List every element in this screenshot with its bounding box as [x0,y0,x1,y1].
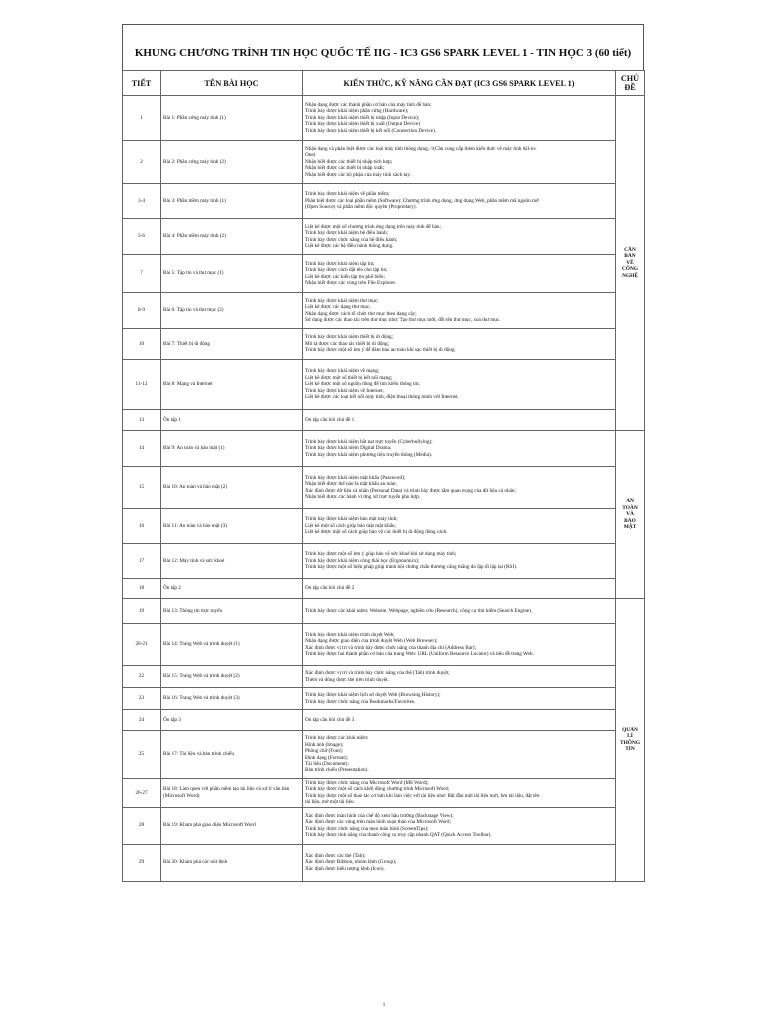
header-kien-thuc: KIẾN THỨC, KỸ NĂNG CẦN ĐẠT (IC3 GS6 SPARK LEVEL 1) [303,71,616,96]
cell-chu-de: CĂN BẢN VỀ CÔNG NGHỆ [616,96,645,431]
kien-thuc-line: Trình bày được khái niệm phương tiện truyền thông (Media). [305,451,433,458]
kien-thuc-line: Mô tả được các thao tác thiết bị di động; [305,340,390,347]
kien-thuc-line: Ôn tập câu hỏi chủ đề 1 [305,416,355,423]
cell-kien-thuc [303,255,616,293]
table-row [123,710,645,731]
cell-kien-thuc [303,329,616,360]
kien-thuc-line: Trình bày được tính năng của thanh công cụ truy cập nhanh QAT (Quick Access Toolbar). [305,832,492,839]
table-row [123,807,645,844]
header-chu-de: CHỦ ĐỀ [616,71,645,96]
table-row [123,360,645,410]
kien-thuc-line: Trình bày được chức năng của Microsoft Word (MS Word); [305,780,429,786]
table-row [123,509,645,544]
kien-thuc-line: Xác định được dữ liệu cá nhân (Personal Data) và trình bày được tầm quan trọng của dữ liệu cá nhân; [305,487,516,494]
kien-thuc-line: Nhận dạng được cách tổ chức thư mục theo dạng cây; [305,310,417,317]
cell-kien-thuc [303,184,616,219]
cell-ten-bai: Bài 9: An toàn và bảo mật (1) [161,431,303,467]
page-number: 1 [382,1003,386,1008]
header-tiet: TIẾT [123,71,161,96]
cell-kien-thuc [303,431,616,467]
kien-thuc-line: Trình bày được khái niệm về mạng; [305,368,380,375]
cell-tiet: 7 [123,255,161,293]
cell-ten-bai: Bài 3: Phần mềm máy tính (1) [161,184,303,219]
cell-tiet: 22 [123,666,161,688]
kien-thuc-line: Nhận biết được các thiết bị nhập xuất; [305,165,385,172]
kien-thuc-line: Trình bày được chức năng của hệ điều hành; [305,236,398,243]
kien-thuc-line: Sử dụng được các thao tác trên thư mục như: Tạo thư mục mới, đổi tên thư mục, xoá thư mục. [305,316,501,323]
cell-kien-thuc [303,599,616,624]
kien-thuc-line: Nhận dạng được các thành phần cơ bản của máy tính để bàn; [305,101,432,108]
cell-kien-thuc [303,624,616,666]
kien-thuc-line: Trình bày được khái niệm thiết bị nhập (Input Device); [305,114,420,121]
cell-ten-bai: Ôn tập 2 [161,579,303,599]
cell-kien-thuc [303,666,616,688]
cell-ten-bai: Bài 12: Máy tính và sức khoẻ [161,544,303,579]
cell-ten-bai: Bài 19: Khám phá giao diện Microsoft Word [161,807,303,844]
kien-thuc-line: Định dạng (Format); [305,754,348,761]
cell-ten-bai: Bài 13: Thông tin trực tuyến [161,599,303,624]
table-row [123,688,645,710]
kien-thuc-line: Trình bày được khái niệm bảo mật máy tính; [305,516,398,523]
kien-thuc-line: Trình bày được khái niệm thiết bị kết nối (Connection Device). [305,127,437,134]
kien-thuc-line: Liệt kê được các dạng thư mục; [305,304,371,311]
kien-thuc-line: Trình bày được khái niệm lịch sử duyệt Web (Browsing History); [305,692,441,699]
cell-tiet: 28 [123,807,161,844]
kien-thuc-line: Trình bày được các khái niệm: [305,735,369,742]
header-ten-bai: TÊN BÀI HỌC [161,71,303,96]
kien-thuc-line: Trình bày được khái niệm thiết bị di động; [305,334,394,341]
kien-thuc-line: Liệt kê được một số thiết bị kết nối mạng; [305,374,393,381]
kien-thuc-line: tài liệu, mở một tài liệu. [305,799,355,806]
cell-tiet: 18 [123,579,161,599]
cell-ten-bai: Bài 8: Mạng và Internet [161,360,303,410]
cell-chu-de: QUẢN LÍ THÔNG TIN [616,599,645,882]
table-row [123,141,645,184]
kien-thuc-line: Hình ảnh (Image); [305,741,344,748]
curriculum-table [122,70,645,882]
kien-thuc-line: One) [305,152,316,159]
cell-ten-bai: Ôn tập 1 [161,410,303,431]
kien-thuc-line: Xác định được các thẻ (Tab); [305,853,366,860]
table-row [123,731,645,779]
cell-kien-thuc [303,844,616,881]
kien-thuc-line: Trình bày được chức năng của Bookmarks/Favorites. [305,698,416,705]
kien-thuc-line: Liệt kê được các loại kết nối máy tính, điện thoại thông minh với Internet. [305,394,459,401]
kien-thuc-line: Trình bày được các khái niệm: Website, Webpage, nghiên cứu (Research), công cụ tìm kiếm (Search Engine). [305,607,533,614]
kien-thuc-line: Trình bày được khái niệm tập tin; [305,260,375,267]
cell-tiet: 5-6 [123,219,161,255]
cell-tiet: 29 [123,844,161,881]
table-row [123,624,645,666]
kien-thuc-line: Nhận biết được thế nào là mật khẩu an toàn; [305,481,397,488]
kien-thuc-line: Liệt kê được một số nguồn dùng để tìm kiếm thông tin; [305,381,420,388]
table-row [123,96,645,141]
cell-tiet: 26-27 [123,779,161,808]
kien-thuc-line: Trình bày được khái niệm hệ điều hành; [305,230,389,237]
table-row [123,544,645,579]
cell-tiet: 17 [123,544,161,579]
kien-thuc-line: Ôn tập câu hỏi chủ đề 3 [305,716,355,723]
kien-thuc-line: Trình bày được một số thao tác cơ bản khi làm việc với tài liệu như: Bắt đầu một tài liệu mới, lưu tài liệu, đặt tên [305,792,540,799]
kien-thuc-line: Liệt kê được một số cách giúp bảo vệ các thiết bị di động đúng cách. [305,529,448,536]
kien-thuc-line: Xác định được Ribbon, nhóm lệnh (Group); [305,859,397,866]
kien-thuc-line: Trình bày được một số biện pháp giúp tránh hội chứng chấn thương căng thẳng do lặp đi lặp lại (RSI). [305,564,518,571]
kien-thuc-line: Liệt kê được các hệ điều hành thông dụng. [305,242,394,249]
kien-thuc-line: Trình bày được khái niệm bắt nạt trực tuyến (Cyberbullying); [305,438,433,445]
cell-tiet: 3-4 [123,184,161,219]
kien-thuc-line: Bản trình chiếu (Presentation). [305,767,369,774]
kien-thuc-line: Trình bày được cách đặt tên cho tập tin; [305,267,388,274]
cell-ten-bai: Ôn tập 3 [161,710,303,731]
kien-thuc-line: Trình bày được một số cách khởi động chương trình Microsoft Word; [305,786,450,793]
kien-thuc-line: Xác định được vị trí và trình bày được chức năng của thanh địa chỉ (Address Bar); [305,644,476,651]
kien-thuc-line: Trình bày được khái niệm mật khẩu (Password); [305,474,406,481]
kien-thuc-line: Phông chữ (Font); [305,748,343,755]
cell-tiet: 25 [123,731,161,779]
cell-tiet: 19 [123,599,161,624]
table-row [123,579,645,599]
table-row [123,293,645,329]
cell-tiet: 14 [123,431,161,467]
kien-thuc-line: Xác định được biểu tượng lệnh (Icon). [305,865,385,872]
table-body [123,96,645,882]
cell-tiet: 10 [123,329,161,360]
kien-thuc-line: Liệt kê được các kiểu tập tin phổ biến; [305,273,385,280]
table-row [123,844,645,881]
cell-kien-thuc [303,688,616,710]
table-header-row [123,71,645,96]
kien-thuc-line: Trình bày được khái niệm công thái học (Ergonomics); [305,557,420,564]
cell-ten-bai: Bài 2: Phần cứng máy tính (2) [161,141,303,184]
kien-thuc-line: Thêm và đóng được thẻ trên trình duyệt. [305,676,389,683]
table-row [123,779,645,808]
cell-tiet: 23 [123,688,161,710]
cell-ten-bai: Bài 20: Khám phá các nút lệnh [161,844,303,881]
kien-thuc-line: Liệt kê được một số chương trình ứng dụng trên máy tính để bàn; [305,223,441,230]
cell-ten-bai: Bài 7: Thiết bị di động [161,329,303,360]
cell-tiet: 11-12 [123,360,161,410]
cell-ten-bai: Bài 14: Trang Web và trình duyệt (1) [161,624,303,666]
document-title: KHUNG CHƯƠNG TRÌNH TIN HỌC QUỐC TẾ IIG - IC3 GS6 SPARK LEVEL 1 - TIN HỌC 3 (60 tiết) [134,46,632,59]
kien-thuc-line: Nhận biết được các vùng trên File Explorer. [305,279,397,286]
cell-tiet: 1 [123,96,161,141]
cell-ten-bai: Bài 5: Tập tin và thư mục (1) [161,255,303,293]
cell-kien-thuc [303,579,616,599]
cell-tiet: 2 [123,141,161,184]
cell-kien-thuc [303,779,616,808]
kien-thuc-line: (Open Source) và phần mềm độc quyền (Proprietary). [305,204,417,211]
kien-thuc-line: Trình bày được khái niệm Digital Drama; [305,445,392,452]
table-row [123,184,645,219]
table-row [123,666,645,688]
cell-tiet: 13 [123,410,161,431]
cell-ten-bai: Bài 4: Phần mềm máy tính (2) [161,219,303,255]
table-row [123,467,645,509]
cell-kien-thuc [303,360,616,410]
kien-thuc-line: Nhận biết được các thiết bị nhập tích hợp; [305,158,393,165]
kien-thuc-line: Trình bày được khái niệm về phần mềm; [305,191,390,198]
cell-kien-thuc [303,219,616,255]
cell-tiet: 15 [123,467,161,509]
cell-kien-thuc [303,293,616,329]
cell-ten-bai: Bài 6: Tập tin và thư mục (2) [161,293,303,329]
kien-thuc-line: Liệt kê một số cách giúp bảo mật mật khẩu; [305,522,396,529]
cell-kien-thuc [303,710,616,731]
cell-kien-thuc [303,96,616,141]
curriculum-sheet [122,24,644,882]
table-row [123,431,645,467]
cell-tiet: 8-9 [123,293,161,329]
kien-thuc-line: Trình bày được khái niệm thư mục; [305,297,379,304]
table-row [123,255,645,293]
kien-thuc-line: Trình bày được một số lưu ý giúp bảo vệ sức khoẻ khi sử dụng máy tính; [305,551,457,558]
cell-chu-de: AN TOÀN VÀ BẢO MẬT [616,431,645,599]
cell-kien-thuc [303,544,616,579]
cell-kien-thuc [303,410,616,431]
kien-thuc-line: Nhận biết được các hành vi ứng xử trực tuyến phù hợp. [305,493,420,500]
cell-ten-bai: Bài 18: Làm quen với phần mềm tạo tài liệu và xử lí văn bản (Microsoft Word) [161,779,303,808]
kien-thuc-line: Nhận dạng và phân biệt được các loại máy tính thông dụng; //(Cần cung cấp thêm kiến thức về máy tính All-in- [305,145,537,152]
table-row [123,599,645,624]
kien-thuc-line: Trình bày được một số lưu ý để đảm bảo an toàn khi sạc thiết bị di động. [305,347,456,354]
cell-ten-bai: Bài 16: Trang Web và trình duyệt (3) [161,688,303,710]
cell-ten-bai: Bài 11: An toàn và bảo mật (3) [161,509,303,544]
table-row [123,329,645,360]
cell-tiet: 16 [123,509,161,544]
kien-thuc-line: Xác định được màn hình của chế độ xem hậu trường (Backstage View); [305,812,454,819]
cell-kien-thuc [303,467,616,509]
kien-thuc-line: Trình bày được khái niệm phần cứng (Hardware); [305,108,409,115]
kien-thuc-line: Tài liệu (Document); [305,760,349,767]
cell-ten-bai: Bài 10: An toàn và bảo mật (2) [161,467,303,509]
kien-thuc-line: Nhận dạng được giao diện của trình duyệt Web (Web Browser); [305,638,438,645]
cell-ten-bai: Bài 1: Phần cứng máy tính (1) [161,96,303,141]
cell-kien-thuc [303,731,616,779]
cell-ten-bai: Bài 15: Trang Web và trình duyệt (2) [161,666,303,688]
kien-thuc-line: Phân biệt được các loại phần mềm (Software): Chương trình ứng dụng, ứng dụng Web, phần mềm mã nguồn mở [305,197,539,204]
table-row [123,410,645,431]
kien-thuc-line: Trình bày được khái niệm trình duyệt Web; [305,631,395,638]
kien-thuc-line: Xác định được các vùng trên màn hình soạn thảo của Microsoft Word; [305,819,451,826]
cell-ten-bai: Bài 17: Tài liệu và bản trình chiếu [161,731,303,779]
table-row [123,219,645,255]
cell-kien-thuc [303,509,616,544]
kien-thuc-line: Nhận biết được các bộ phận của máy tính xách tay. [305,171,411,178]
kien-thuc-line: Trình bày được hai thành phần cơ bản của trang Web: URL (Uniform Resource Locator) và tiêu đề trang Web. [305,650,534,657]
cell-tiet: 24 [123,710,161,731]
title-box [122,24,644,70]
cell-kien-thuc [303,141,616,184]
cell-tiet: 20-21 [123,624,161,666]
kien-thuc-line: Trình bày được chức năng của mẹo màn hình (ScreenTips); [305,825,429,832]
kien-thuc-line: Xác định được vị trí và trình bày chức năng của thẻ (Tab) trình duyệt; [305,670,450,677]
kien-thuc-line: Trình bày được khái niệm về Internet; [305,387,384,394]
cell-kien-thuc [303,807,616,844]
kien-thuc-line: Trình bày được khái niệm thiết bị xuất (Output Device) [305,121,420,128]
kien-thuc-line: Ôn tập câu hỏi chủ đề 2 [305,585,355,592]
